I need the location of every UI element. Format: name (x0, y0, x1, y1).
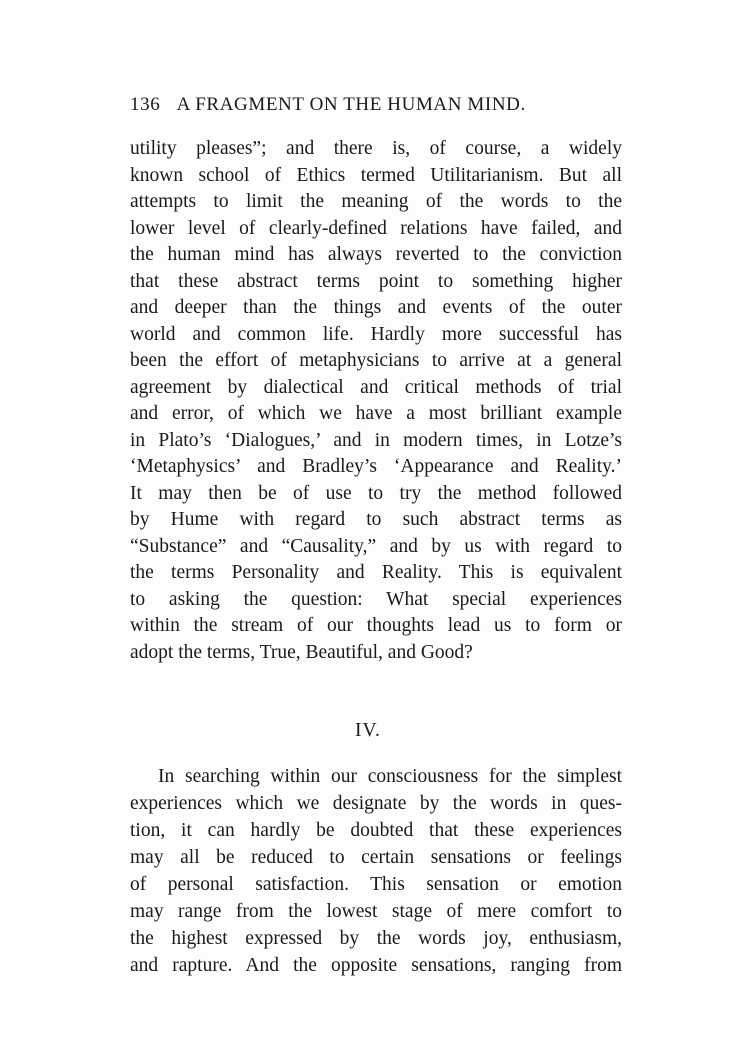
text-line: adopt the terms, True, Beautiful, and Good? (130, 641, 473, 663)
text-line: the terms Personality and Reality. This is equivalent (130, 562, 622, 583)
page-number: 136 (130, 94, 161, 115)
text-line: “Substance” and “Causality,” and by us with regard to (130, 535, 622, 557)
text-line: and deeper than the things and events of the outer (130, 297, 622, 318)
text-line: in Plato’s ‘Dialogues,’ and in modern times, in Lotze’s (130, 429, 622, 451)
text-line: tion, it can hardly be doubted that these experiences (130, 820, 622, 841)
text-line: by Hume with regard to such abstract terms as (130, 509, 622, 530)
text-line: been the effort of metaphysicians to arrive at a general (130, 350, 622, 371)
text-line: that these abstract terms point to something higher (130, 270, 622, 292)
running-title: A FRAGMENT ON THE HUMAN MIND. (176, 94, 526, 115)
text-line: may all be reduced to certain sensations or feelings (130, 847, 622, 868)
text-line: world and common life. Hardly more successful has (130, 323, 622, 345)
section-heading: IV. (355, 720, 381, 741)
text-line: utility pleases”; and there is, of course, a widely (130, 138, 622, 159)
text-line: agreement by dialectical and critical methods of trial (130, 376, 622, 398)
text-line: known school of Ethics termed Utilitarianism. But all (130, 164, 622, 186)
text-line: of personal satisfaction. This sensation or emotion (130, 874, 622, 895)
text-line: to asking the question: What special experiences (130, 588, 622, 610)
text-line: the highest expressed by the words joy, enthusiasm, (130, 928, 622, 949)
text-line: In searching within our consciousness for the simplest (158, 766, 622, 787)
text-line: It may then be of use to try the method followed (130, 482, 622, 504)
text-line: and error, of which we have a most brilliant example (130, 403, 622, 424)
text-line: lower level of clearly-defined relations have failed, and (130, 217, 622, 239)
text-line: ‘Metaphysics’ and Bradley’s ‘Appearance and Reality.’ (130, 456, 622, 477)
text-line: experiences which we designate by the words in ques- (130, 793, 622, 814)
text-line: and rapture. And the opposite sensations, ranging from (130, 955, 622, 976)
text-line: attempts to limit the meaning of the words to the (130, 191, 622, 212)
text-line: the human mind has always reverted to the conviction (130, 244, 622, 265)
text-line: within the stream of our thoughts lead us to form or (130, 615, 622, 636)
text-line: may range from the lowest stage of mere comfort to (130, 901, 622, 922)
running-head (130, 94, 630, 120)
